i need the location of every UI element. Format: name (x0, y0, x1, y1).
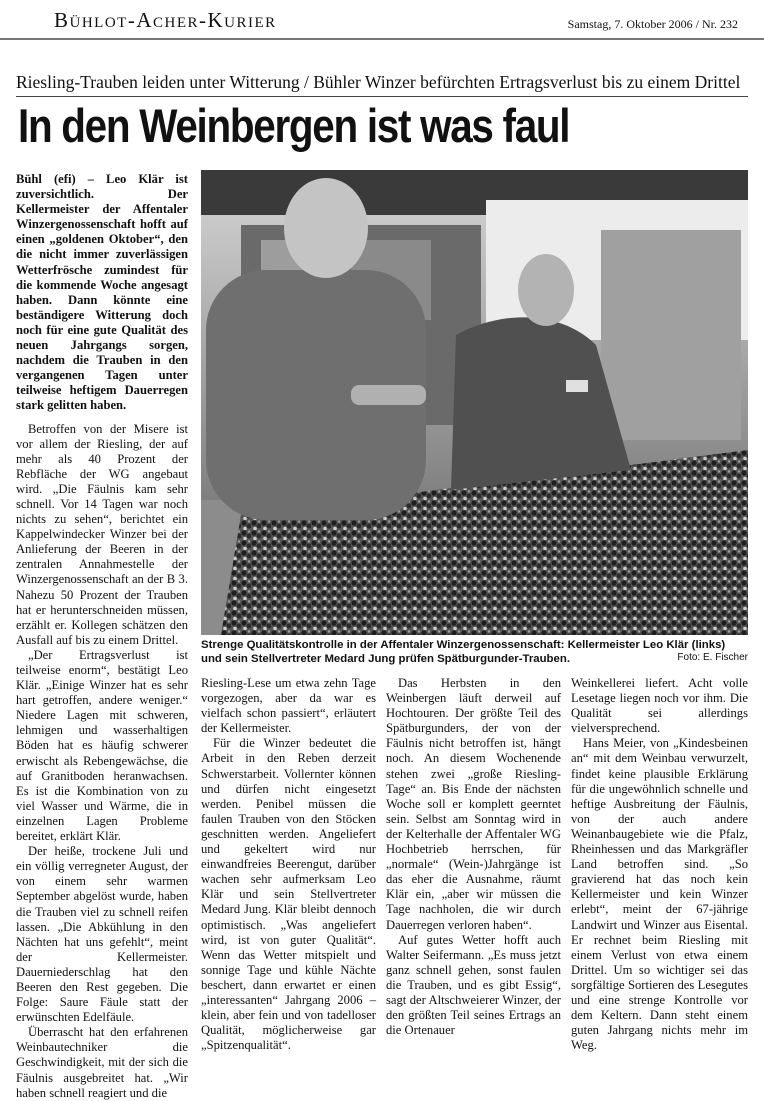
paragraph: Für die Winzer bedeutet die Arbeit in den Reben derzeit Schwerstarbeit. Vollernter können und dürfen nicht eingesetzt werden. Penibel müssen die faulen Trauben von den Stöcken geschnitten werden. Angeliefert und gekeltert wird nur einwandfreies Beerengut, darüber wachen sehr aufmerksam Leo Klär und sein Stellvertreter Medard Jung. Klär bleibt dennoch optimistisch. „Was angeliefert wird, ist von guter Qualität“. Wenn das Wetter mitspielt und sonnige Tage und kühle Nächte beschert, dann erwartet er einen „interessanten“ Jahrgang 2006 – klein, aber fein und von tadelloser Qualität, möglicherweise gar „Spitzenqualität“. (201, 736, 376, 1053)
masthead-title: Bühlot-Acher-Kurier (54, 8, 277, 32)
lead-paragraph: Bühl (efi) – Leo Klär ist zuversichtlich. Der Kellermeister der Affentaler Winzergenossenschaft hofft auf einen „goldenen Oktober“, den die nicht immer zuverlässigen Wetterfrösche zumindest für die kommende Woche angesagt haben. Dann könnte eine beständigere Witterung doch noch für eine gute Qualität des neuen Jahrgangs sorgen, nachdem die Trauben in den vergangenen Tagen unter teilweise heftigem Dauerregen stark gelitten haben. (16, 172, 188, 413)
paragraph: Überrascht hat den erfahrenen Weinbautechniker die Geschwindigkeit, mit der sich die Fäulnis ausgebreitet hat. „Wir haben schnell reagiert und die (16, 1025, 188, 1100)
paragraph: Auf gutes Wetter hofft auch Walter Seifermann. „Es muss jetzt ganz schnell gehen, sonst faulen die Trauben, und es gibt Essig“, sagt der Altschweierer Winzer, der den größten Teil seines Ertrags an die Ortenauer (386, 932, 561, 1038)
headline: In den Weinbergen ist was faul (18, 99, 570, 152)
paragraph: Das Herbsten in den Weinbergen läuft derweil auf Hochtouren. Der größte Teil des Spätburgunders, der von der Fäulnis nicht betroffen ist, hängt noch. An diesem Wochenende stehen zwei „große Riesling-Tage“ an. Bis Ende der nächsten Woche soll er komplett geerntet sein. Selbst am Sonntag wird in der Kelterhalle der Affentaler WG Hochbetrieb herrschen, für „normale“ (Wein-)Jahrgänge ist das eher die Ausnahme, räumt Klär ein, „aber wir müssen die Tage nachholen, die wir durch Dauerregen verloren haben“. (386, 676, 561, 932)
paragraph: Betroffen von der Misere ist vor allem der Riesling, der auf mehr als 40 Prozent der Rebfläche der WG angebaut wird. „Die Fäulnis kam sehr schnell. Vor 14 Tagen war noch nichts zu sehen“, berichtet ein Kappelwindecker Winzer bei der Anlieferung der Beeren in der zentralen Annahmestelle der Winzergenossenschaft an der B 3. Nahezu 50 Prozent der Trauben hat er herunterschneiden müssen, erzählt er. Kollegen schätzen den Ausfall auf bis zu einem Drittel. (16, 421, 188, 647)
paragraph: „Der Ertragsverlust ist teilweise enorm“, bestätigt Leo Klär. „Einige Winzer hat es sehr hart getroffen, andere weniger.“ Niedere Lagen mit schweren, lehmigen und wasserhaltigen Böden hat es häufig schwerer erwischt als Rebengewächse, die auf Granitboden heranwachsen. Es ist die Kombination von zu viel Wasser und Wärme, die in einzelnen Lagen Probleme bereitet, erklärt Klär. (16, 647, 188, 844)
photo-credit: Foto: E. Fischer (677, 652, 748, 663)
paragraph: Riesling-Lese um etwa zehn Tage vorgezogen, aber da war es vielfach schon passiert“, erläutert der Kellermeister. (201, 676, 376, 736)
paragraph: Hans Meier, von „Kindesbeinen an“ mit dem Weinbau verwurzelt, findet keine plausible Erklärung für die ungewöhnlich schnelle und heftige Ausbreitung der Fäulnis, von der auch andere Weinanbaugebiete wie die Pfalz, Rheinhessen und das Markgräfler Land betroffen sind. „So gravierend hat das noch kein Kellermeister und kein Winzer erlebt“, meint der 67-jährige Landwirt und Winzer aus Eisental. Er rechnet beim Riesling mit einem Verlust von etwa einem Drittel. Um so wichtiger sei das sorgfältige Sortieren des Lesegutes und eine strenge Kontrolle vor dem Keltern. Dann steht einem guten Jahrgang nichts mehr im Weg. (571, 736, 748, 1053)
wine-press-photo-illustration (201, 170, 748, 635)
paragraph: Weinkellerei liefert. Acht volle Lesetage liegen noch vor ihm. Die Qualität sei allerdings vielversprechend. (571, 676, 748, 736)
dateline: Samstag, 7. Oktober 2006 / Nr. 232 (567, 17, 738, 31)
kicker-rule (16, 96, 748, 97)
masthead-rule (0, 38, 764, 40)
column-1 (16, 172, 188, 1101)
article-photo (201, 170, 748, 635)
kicker: Riesling-Trauben leiden unter Witterung / Bühler Winzer befürchten Ertragsverlust bis zu einem Drittel (16, 72, 741, 92)
column-2 (201, 676, 376, 1053)
column-3 (386, 676, 561, 1038)
photo-caption: Strenge Qualitätskontrolle in der Affentaler Winzergenossenschaft: Kellermeister Leo Klär (links) und sein Stellvertreter Medard Jung prüfen Spätburgunder-Trauben. (201, 639, 726, 665)
paragraph: Der heiße, trockene Juli und ein völlig verregneter August, der von einem sehr warmen September abgelöst wurde, haben die Trauben viel zu schnell reifen lassen. „Die Abkühlung in den Nächten hat uns gefehlt“, meint der Kellermeister. Dauerniederschlag hat den Beeren den Rest gegeben. Die Folge: Saure Fäule statt der erwünschten Edelfäule. (16, 844, 188, 1025)
column-4 (571, 676, 748, 1053)
